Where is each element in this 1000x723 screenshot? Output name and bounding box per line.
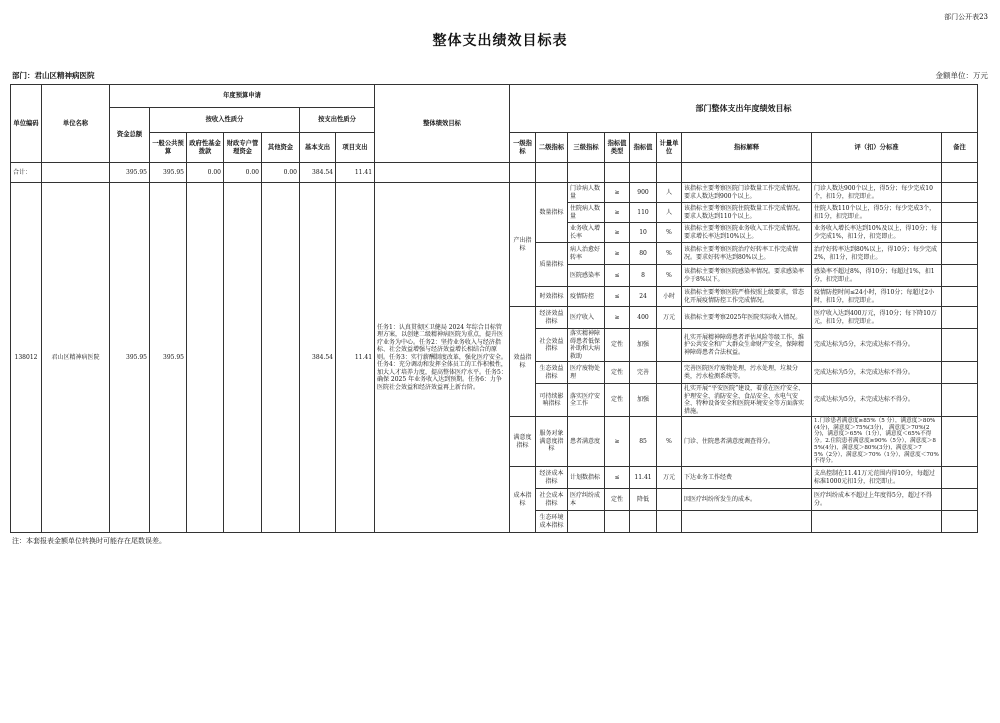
explain-cell — [682, 511, 812, 533]
header-general: 一般公共预算 — [150, 133, 187, 163]
vt-cell: 定性 — [605, 384, 630, 417]
total-project: 11.41 — [336, 163, 375, 183]
vt-cell: ≥ — [605, 223, 630, 243]
explain-cell: 该指标主要考察医院门诊数量工作完成情况。要求人数达到900个以上。 — [682, 183, 812, 203]
vt-cell: ≤ — [605, 265, 630, 287]
unit-name: 君山区精神病医院 — [42, 183, 110, 533]
criteria-cell: 支出控制在11.41万元范围内得10分，每超过标准1000元扣1分，扣完即止。 — [812, 467, 942, 489]
criteria-cell: 疫情防控时间≤24小时，得10分；每超过2小时，扣1分，扣完即止。 — [812, 287, 942, 307]
criteria-cell: 业务收入增长率达到10%及以上，得10分；每少完成1%，扣1分，扣完即止。 — [812, 223, 942, 243]
header-by-expense: 按支出性质分 — [300, 108, 375, 133]
l3-cell: 落实医疗安全工作 — [568, 384, 605, 417]
value-cell: 80 — [630, 243, 657, 265]
explain-cell: 完善医院医疗废物处理，污水处理，垃圾分类，污水检测系统等。 — [682, 362, 812, 384]
unit-total: 395.95 — [110, 183, 150, 533]
criteria-cell — [812, 511, 942, 533]
criteria-cell: 完成达标为5分，未完成达标不得分。 — [812, 329, 942, 362]
l3-cell: 住院病人数量 — [568, 203, 605, 223]
criteria-cell: 完成达标为5分，未完成达标不得分。 — [812, 384, 942, 417]
explain-cell: 该指标主要考察2025年医院实际收入情况。 — [682, 307, 812, 329]
l3-cell: 计划数指标 — [568, 467, 605, 489]
unit-general: 395.95 — [150, 183, 187, 533]
l2-sustain: 可持续影响指标 — [536, 384, 568, 417]
l2-economic: 经济效益指标 — [536, 307, 568, 329]
vt-cell: ≥ — [605, 417, 630, 467]
unit-cell: % — [657, 265, 682, 287]
department-label: 部门：君山区精神病医院 — [12, 71, 95, 80]
header-measure: 计量单位 — [657, 133, 682, 163]
header-project: 项目支出 — [336, 133, 375, 163]
l3-cell — [568, 511, 605, 533]
l3-cell: 疫情防控 — [568, 287, 605, 307]
header-dept-goal: 部门整体支出年度绩效目标 — [510, 85, 978, 133]
l2-ecology: 生态效益指标 — [536, 362, 568, 384]
explain-cell: 门诊、住院患者满意度调查得分。 — [682, 417, 812, 467]
value-cell: 110 — [630, 203, 657, 223]
l2-time: 时效指标 — [536, 287, 568, 307]
remark-cell — [942, 265, 978, 287]
total-label: 合计： — [11, 163, 42, 183]
unit-cell — [657, 489, 682, 511]
remark-cell — [942, 287, 978, 307]
value-cell: 8 — [630, 265, 657, 287]
unit-goal: 任务1：认真贯彻区卫健局 2024 年综合目标管理方案，以创建二级精神病医院为重点，提升医疗业务为中心。任务2：坚持业务收入与经济指标、社会效益增强与经济效益增长相结合的原则。任务3：实行薪酬制度改革，强化医疗安全。任务4：充分调动和发挥全体员工的工作积极性，加大人才培养力度，提高整体医疗水平。任务5：确保 2025 年业务收入达到预期。任务6：力争医院社会效益和经济效益再上新台阶。 — [375, 183, 510, 533]
header-l1: 一级指标 — [510, 133, 536, 163]
remark-cell — [942, 362, 978, 384]
header-overall-goal: 整体绩效目标 — [375, 85, 510, 163]
l1-output: 产出指标 — [510, 183, 536, 307]
criteria-cell: 医疗纠纷成本不超过上年度得5分，超过不得分。 — [812, 489, 942, 511]
value-cell: 加强 — [630, 384, 657, 417]
header-remark: 备注 — [942, 133, 978, 163]
value-cell — [630, 511, 657, 533]
unit-cell: 万元 — [657, 307, 682, 329]
vt-cell: ≥ — [605, 307, 630, 329]
remark-cell — [942, 417, 978, 467]
criteria-cell: 门诊人数达900个以上，得5分；每少完成10个，扣1分，扣完即止。 — [812, 183, 942, 203]
header-code: 单位编码 — [11, 85, 42, 163]
header-total: 资金总额 — [110, 108, 150, 163]
explain-cell: 该指标主要考察医院严格按照上级要求，常态化开展疫情防控工作完成情况。 — [682, 287, 812, 307]
total-goal — [375, 163, 510, 183]
total-name — [42, 163, 110, 183]
value-cell: 降低 — [630, 489, 657, 511]
l2-quality: 质量指标 — [536, 243, 568, 287]
criteria-cell: 医疗收入达到400万元，得10分；每下降10万元，扣1分，扣完即止。 — [812, 307, 942, 329]
value-cell: 400 — [630, 307, 657, 329]
remark-cell — [942, 307, 978, 329]
remark-cell — [942, 467, 978, 489]
vt-cell: ≥ — [605, 183, 630, 203]
unit-cell: 人 — [657, 203, 682, 223]
explain-cell: 下达业务工作经费 — [682, 467, 812, 489]
header-fund: 政府性基金拨款 — [187, 133, 224, 163]
vt-cell: 定性 — [605, 489, 630, 511]
header-value: 指标值 — [630, 133, 657, 163]
header-value-type: 指标值类型 — [605, 133, 630, 163]
vt-cell: ≤ — [605, 467, 630, 489]
page-title: 整体支出绩效目标表 — [432, 33, 568, 49]
explain-cell: 该指标主要考察医院治疗好转率工作完成情况。要求好转率达到80%以上。 — [682, 243, 812, 265]
performance-table — [10, 84, 978, 533]
criteria-cell: 住院人数110个以上，得5分；每少完成3个，扣1分，扣完即止。 — [812, 203, 942, 223]
unit-cell: % — [657, 223, 682, 243]
remark-cell — [942, 384, 978, 417]
l3-cell: 落实精神障碍患者低保补助和大病救助 — [568, 329, 605, 362]
header-l3: 三级指标 — [568, 133, 605, 163]
unit-cell: % — [657, 243, 682, 265]
value-cell: 11.41 — [630, 467, 657, 489]
l1-cost: 成本指标 — [510, 467, 536, 533]
l1-satisfaction: 满意度指标 — [510, 417, 536, 467]
l3-cell: 医院感染率 — [568, 265, 605, 287]
header-explain: 指标解释 — [682, 133, 812, 163]
value-cell: 24 — [630, 287, 657, 307]
explain-cell: 该指标主要考察医院业务收入工作完成情况。要求增长率达到10%以上。 — [682, 223, 812, 243]
l2-service: 服务对象满意度指标 — [536, 417, 568, 467]
l3-cell: 医疗收入 — [568, 307, 605, 329]
unit-project: 11.41 — [336, 183, 375, 533]
criteria-cell: 完成达标为5分，未完成达标不得分。 — [812, 362, 942, 384]
remark-cell — [942, 511, 978, 533]
vt-cell: ≤ — [605, 287, 630, 307]
header-other: 其他资金 — [262, 133, 300, 163]
remark-cell — [942, 489, 978, 511]
criteria-cell: 治疗好转率达到80%以上，得10分；每少完成2%，扣1分，扣完即止。 — [812, 243, 942, 265]
l1-benefit: 效益指标 — [510, 307, 536, 417]
remark-cell — [942, 203, 978, 223]
unit-other — [262, 183, 300, 533]
unit-fund — [187, 183, 224, 533]
remark-cell — [942, 329, 978, 362]
table-row — [11, 183, 978, 203]
value-cell: 完善 — [630, 362, 657, 384]
explain-cell: 该指标主要考察医院感染率情况。要求感染率少于8%以下。 — [682, 265, 812, 287]
l3-cell: 业务收入增长率 — [568, 223, 605, 243]
header-l2: 二级指标 — [536, 133, 568, 163]
header-criteria: 评（扣）分标准 — [812, 133, 942, 163]
unit-cell: 小时 — [657, 287, 682, 307]
total-amount: 395.95 — [110, 163, 150, 183]
unit-cell — [657, 511, 682, 533]
l2-social: 社会效益指标 — [536, 329, 568, 362]
page-number: 部门公开表23 — [944, 13, 988, 21]
unit-label: 金额单位：万元 — [935, 71, 988, 80]
unit-cell: % — [657, 417, 682, 467]
l2-econ-cost: 经济成本指标 — [536, 467, 568, 489]
total-fund: 0.00 — [187, 163, 224, 183]
l2-quantity: 数量指标 — [536, 183, 568, 243]
explain-cell: 该指标主要考察医院住院数量工作完成情况。要求人数达到110个以上。 — [682, 203, 812, 223]
unit-special — [224, 183, 262, 533]
vt-cell — [605, 511, 630, 533]
header-special: 财政专户管理资金 — [224, 133, 262, 163]
vt-cell: ≥ — [605, 243, 630, 265]
header-name: 单位名称 — [42, 85, 110, 163]
unit-cell: 人 — [657, 183, 682, 203]
header-by-income: 按收入性质分 — [150, 108, 300, 133]
value-cell: 85 — [630, 417, 657, 467]
l3-cell: 病人治愈好转率 — [568, 243, 605, 265]
unit-cell — [657, 384, 682, 417]
unit-code: 138012 — [11, 183, 42, 533]
l3-cell: 医疗废物处理 — [568, 362, 605, 384]
total-other: 0.00 — [262, 163, 300, 183]
unit-cell — [657, 329, 682, 362]
remark-cell — [942, 223, 978, 243]
unit-cell — [657, 362, 682, 384]
l3-cell: 医疗纠纷成本 — [568, 489, 605, 511]
vt-cell: 定性 — [605, 362, 630, 384]
unit-cell: 万元 — [657, 467, 682, 489]
total-basic: 384.54 — [300, 163, 336, 183]
vt-cell: 定性 — [605, 329, 630, 362]
l2-social-cost: 社会成本指标 — [536, 489, 568, 511]
vt-cell: ≥ — [605, 203, 630, 223]
footnote: 注：本套报表金额单位转换时可能存在尾数误差。 — [12, 537, 166, 545]
value-cell: 900 — [630, 183, 657, 203]
criteria-cell: 1.门诊患者满意度≥85%（5 分），满意度＞80%(4分)，满意度＞75%(3分)， 满意度＞70%(2分)，满意度＞65%（1分），满意度＜65%不得分。2.住院患者满意度≥90%（5分），满意度＞85%(4分)，满意度＞80%(3分)，满意度＞75%（2分），满意度＞70%（1分），满意度＜70%不得分。 — [812, 417, 942, 467]
l3-cell: 门诊病人数量 — [568, 183, 605, 203]
l2-eco-cost: 生态环境成本指标 — [536, 511, 568, 533]
criteria-cell: 感染率不超过8%，得10分；每超过1%，扣1分，扣完即止。 — [812, 265, 942, 287]
value-cell: 加强 — [630, 329, 657, 362]
total-special: 0.00 — [224, 163, 262, 183]
remark-cell — [942, 183, 978, 203]
remark-cell — [942, 243, 978, 265]
total-row — [11, 163, 978, 183]
value-cell: 10 — [630, 223, 657, 243]
header-annual-budget: 年度预算申请 — [110, 85, 375, 108]
total-general: 395.95 — [150, 163, 187, 183]
unit-basic: 384.54 — [300, 183, 336, 533]
explain-cell: 因医疗纠纷所发生的成本。 — [682, 489, 812, 511]
l3-cell: 患者满意度 — [568, 417, 605, 467]
header-basic: 基本支出 — [300, 133, 336, 163]
explain-cell: 扎实开展精神障碍患者评估风险等级工作，维护公共安全和广大群众生命财产安全，保障精神障碍患者合法权益。 — [682, 329, 812, 362]
explain-cell: 扎实开展“平安医院”建设，着重在医疗安全、护理安全、消防安全、食品安全、水电气安全、特种设备安全和医院环境安全等方面落实措施。 — [682, 384, 812, 417]
